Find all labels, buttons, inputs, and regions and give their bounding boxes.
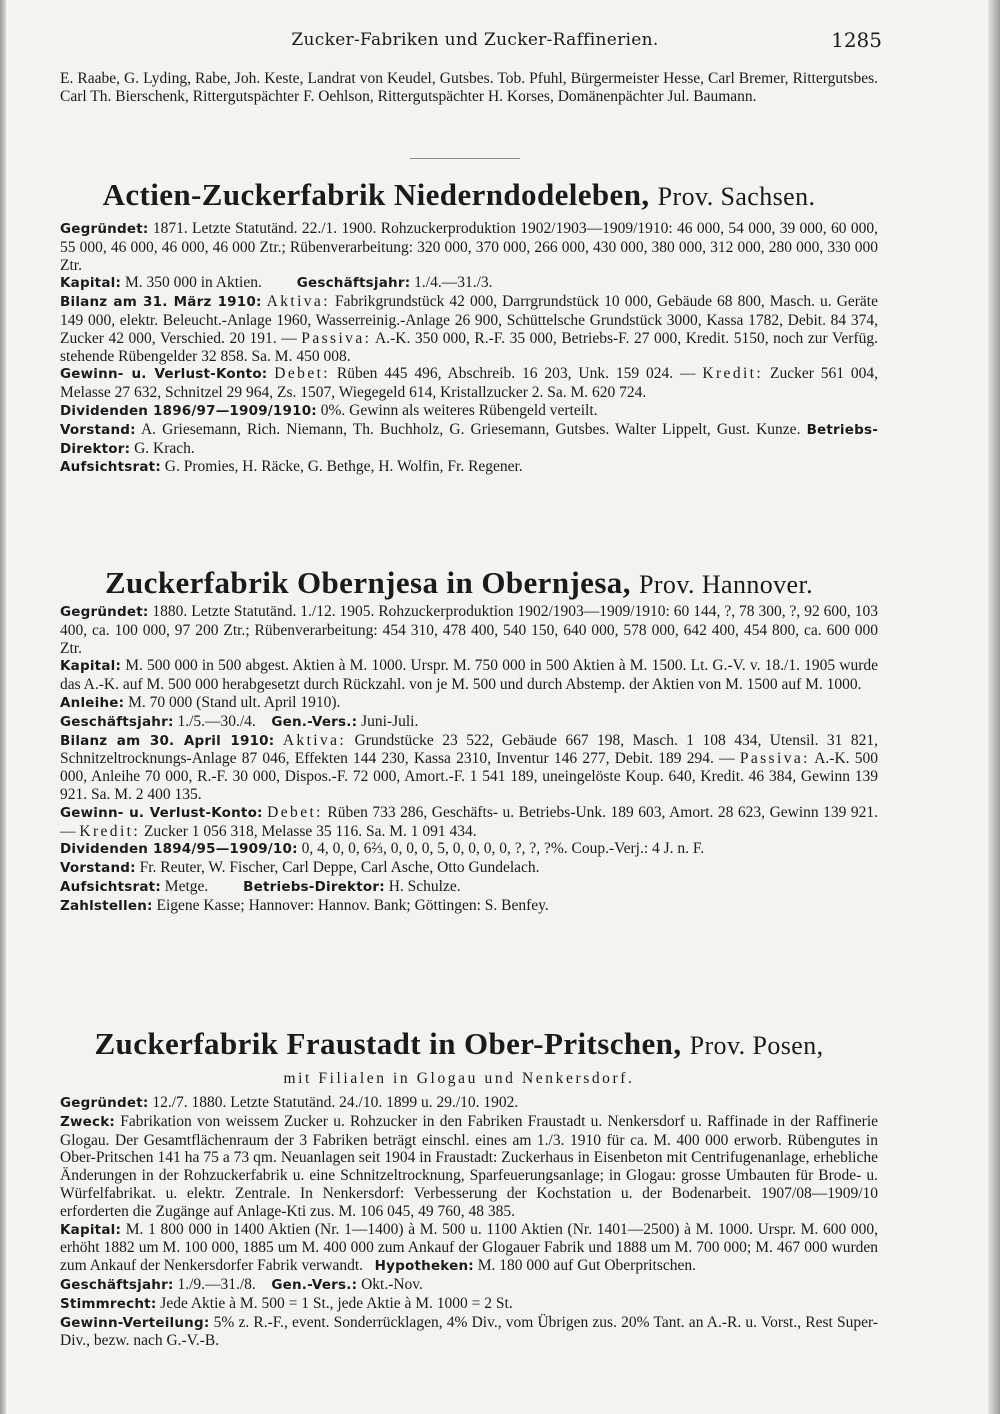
- supervisory-text: G. Promies, H. Räcke, G. Bethge, H. Wolfin, Fr. Regener.: [164, 458, 523, 476]
- supervisory-label: Aufsichtsrat:: [60, 878, 161, 895]
- debit-word: Debet:: [274, 365, 331, 383]
- voting-text: Jede Aktie à M. 500 = 1 St., jede Aktie à M. 1000 = 2 St.: [160, 1294, 513, 1312]
- loan-label: Anleihe:: [60, 694, 125, 711]
- mortgages-text: M. 180 000 auf Gut Oberpritschen.: [477, 1257, 697, 1275]
- general-meeting-label: Gen.-Vers.:: [271, 713, 358, 730]
- capital-entry: [60, 1221, 878, 1276]
- capital-entry: [60, 274, 878, 293]
- supervisory-entry: [60, 458, 878, 477]
- voting-label: Stimmrecht:: [60, 1295, 157, 1312]
- dividends-text: 0, 4, 0, 0, 6⅔, 0, 0, 0, 5, 0, 0, 0, 0, ?, ?, ?%. Coup.-Verj.: 4 J. n. F.: [301, 840, 705, 858]
- founded-entry: [60, 220, 878, 274]
- balance-text-2: A.-K. 350 000, R.-F. 35 000, Betriebs-F. 27 000, Kredit. 5150, noch zur Verfüg. stehende Rübengelder 32 858. Sa. M. 450 008.: [60, 329, 878, 365]
- profit-loss-entry: [60, 804, 878, 841]
- founded-entry: [60, 1094, 878, 1113]
- supervisory-entry: [60, 878, 878, 897]
- board-text: Fr. Reuter, W. Fischer, Carl Deppe, Carl Asche, Otto Gundelach.: [139, 859, 540, 877]
- balance-entry: [60, 293, 878, 365]
- intro-text: E. Raabe, G. Lyding, Rabe, Joh. Keste, Landrat von Keudel, Gutsbes. Tob. Pfuhl, Bürgermeister Hesse, Carl Bremer, Rittergutsbes. Carl Th. Bierschenk, Rittergutspächter F. Oehlson, Rittergutspächter H. Korses, Domänenpächter Jul. Baumann.: [60, 70, 878, 105]
- paying-agents-text: Eigene Kasse; Hannover: Hannov. Bank; Göttingen: S. Benfey.: [156, 896, 549, 914]
- company-province: Prov. Posen,: [689, 1031, 824, 1060]
- debit-word: Debet:: [267, 803, 323, 821]
- capital-text: M. 350 000 in Aktien.: [124, 274, 262, 292]
- profit-loss-text: Rüben 445 496, Abschreib. 16 203, Unk. 159 024. —: [336, 365, 696, 383]
- founded-label: Gegründet:: [60, 604, 149, 620]
- general-meeting-label: Gen.-Vers.:: [271, 1276, 358, 1293]
- capital-text: M. 500 000 in 500 abgest. Aktien à M. 1000. Urspr. M. 750 000 in 500 Aktien à M. 1500. Lt. G.-V. v. 18./1. 1905 wurde das A.-K. auf M. 500 000 herabgesetzt durch Rückzahl. von je M. 500 und durch Abstemp. der Aktien von M. 1500 auf M. 1000.: [60, 657, 878, 694]
- dividends-entry: [60, 840, 878, 859]
- section-3-subtitle: mit Filialen in Glogau und Nenkersdorf.: [283, 1070, 635, 1087]
- paying-agents-entry: [60, 897, 878, 916]
- profit-loss-text-2: Zucker 561 004, Melasse 27 632, Schnitzel 29 964, Zs. 1507, Wiegegeld 614, Kristallzucker 2. Sa. M. 620 724.: [60, 365, 879, 402]
- fiscal-year-text: 1./4.—31./3.: [414, 274, 493, 292]
- company-name: Zuckerfabrik Fraustadt in Ober-Pritschen,: [94, 1026, 682, 1061]
- founded-label: Gegründet:: [60, 221, 149, 237]
- board-label: Vorstand:: [60, 421, 136, 438]
- page-right-edge: [988, 0, 1000, 1414]
- balance-entry: [60, 732, 878, 804]
- profit-distribution-text: 5% z. R.-F., event. Sonderrücklagen, 4% Div., vom Übrigen zus. 20% Tant. an A.-R. u. Vorst., Rest Super-Div., bezw. nach G.-V.-B.: [60, 1313, 878, 1350]
- company-name: Actien-Zuckerfabrik Niederndodeleben,: [102, 177, 650, 212]
- voting-entry: [60, 1295, 878, 1314]
- founded-text: 1880. Letzte Statutänd. 1./12. 1905. Rohzuckerproduktion 1902/1903—1909/1910: 60 144, ?, 78 300, ?, 92 600, 103 400, ca. 100 000, 97 200 Ztr.; Rübenverarbeitung: 454 310, 478 400, 540 150, 640 000, 578 000, 642 400, 454 800, ca. 600 000 Ztr.: [60, 603, 879, 657]
- director-label: Betriebs-Direktor:: [60, 421, 879, 457]
- general-meeting-text: Okt.-Nov.: [361, 1275, 423, 1293]
- company-province: Prov. Sachsen.: [657, 182, 816, 211]
- liabilities-word: Passiva:: [739, 750, 810, 768]
- loan-entry: [60, 694, 878, 713]
- profit-loss-text: Rüben 733 286, Geschäfts- u. Betriebs-Unk. 189 603, Amort. 28 623, Gewinn 139 921. —: [60, 803, 879, 840]
- purpose-entry: [60, 1113, 878, 1221]
- section-3-title: [40, 1026, 878, 1062]
- section-2-body: [60, 603, 878, 916]
- section-2-title: [40, 565, 878, 601]
- page-number: 1285: [831, 28, 882, 52]
- divider: [410, 158, 520, 159]
- founded-label: Gegründet:: [60, 1095, 149, 1111]
- profit-distribution-entry: [60, 1314, 878, 1351]
- intro-paragraph: [60, 70, 878, 106]
- balance-text-2: A.-K. 500 000, Anleihe 70 000, R.-F. 30 000, Dispos.-F. 72 000, Amort.-F. 1 541 189, uneingelöste Koup. 640, Kredit. 46 384, Gewinn 139 921. Sa. M. 2 400 135.: [60, 750, 878, 803]
- credit-word: Kredit:: [79, 822, 141, 840]
- credit-word: Kredit:: [702, 365, 764, 383]
- fiscal-year-entry: [60, 713, 878, 732]
- balance-label: Bilanz am 31. März 1910:: [60, 294, 262, 311]
- loan-text: M. 70 000 (Stand ult. April 1910).: [128, 693, 341, 711]
- profit-loss-text-2: Zucker 1 056 318, Melasse 35 116. Sa. M. 1 091 434.: [143, 822, 477, 840]
- running-title: Zucker-Fabriken und Zucker-Raffinerien.: [291, 30, 659, 50]
- director-text: H. Schulze.: [388, 877, 461, 895]
- capital-entry: [60, 657, 878, 694]
- dividends-label: Dividenden 1896/97—1909/1910:: [60, 402, 317, 419]
- fiscal-year-text: 1./9.—31./8.: [177, 1275, 256, 1293]
- profit-distribution-label: Gewinn-Verteilung:: [60, 1314, 210, 1331]
- director-label: Betriebs-Direktor:: [243, 878, 385, 895]
- profit-loss-entry: [60, 365, 878, 402]
- mortgages-label: Hypotheken:: [374, 1258, 474, 1275]
- company-province: Prov. Hannover.: [639, 570, 814, 599]
- founded-entry: [60, 603, 878, 657]
- liabilities-word: Passiva:: [301, 329, 372, 347]
- profit-loss-label: Gewinn- u. Verlust-Konto:: [60, 366, 268, 383]
- page-left-edge: [0, 0, 6, 1414]
- fiscal-year-label: Geschäftsjahr:: [60, 713, 174, 730]
- capital-text: M. 1 800 000 in 1400 Aktien (Nr. 1—1400) à M. 500 u. 1100 Aktien (Nr. 1401—2500) à M. 1000. Urspr. M. 600 000, erhöht 1882 um M. 100 000, 1885 um M. 400 000 zum Ankauf der Glogauer Fabrik und 1888 um M. 700 000; M. 467 000 wurden zum Ankauf der Nenkersdorfer Fabrik verwandt.: [60, 1220, 879, 1275]
- balance-text: Fabrikgrundstück 42 000, Darrgrundstück 10 000, Gebäude 68 800, Masch. u. Geräte 149 000, elektr. Beleucht.-Anlage 1960, Wasserreinig.-Anlage 26 900, Schüttelsche Grundstück 3000, Kassa 1782, Debit. 84 374, Zucker 42 000, Verschied. 20 191. —: [60, 293, 878, 347]
- board-entry: [60, 859, 878, 878]
- profit-loss-label: Gewinn- u. Verlust-Konto:: [60, 804, 263, 821]
- supervisory-text: Metge.: [164, 877, 209, 895]
- assets-word: Aktiva:: [282, 731, 347, 749]
- capital-label: Kapital:: [60, 275, 122, 292]
- section-3-body: [60, 1094, 878, 1350]
- founded-text: 12./7. 1880. Letzte Statutänd. 24./10. 1899 u. 29./10. 1902.: [152, 1094, 519, 1111]
- founded-text: 1871. Letzte Statutänd. 22./1. 1900. Rohzuckerproduktion 1902/1903—1909/1910: 46 000, 54 000, 39 000, 60 000, 55 000, 46 000, 46 000, 46 000 Ztr.; Rübenverarbeitung: 320 000, 370 000, 266 000, 430 000, 380 000, 312 000, 280 000, 330 000 Ztr.: [60, 220, 878, 274]
- fiscal-year-entry: [60, 1276, 878, 1295]
- board-label: Vorstand:: [60, 860, 136, 877]
- general-meeting-text: Juni-Juli.: [361, 712, 419, 730]
- board-text: A. Griesemann, Rich. Niemann, Th. Buchholz, G. Griesemann, Gutsbes. Walter Lippelt, Gust. Kunze.: [140, 420, 801, 438]
- director-text: G. Krach.: [134, 439, 195, 457]
- dividends-text: 0%. Gewinn als weiteres Rübengeld verteilt.: [320, 401, 598, 419]
- capital-label: Kapital:: [60, 658, 122, 675]
- fiscal-year-text: 1./5.—30./4.: [177, 712, 256, 730]
- company-name: Zuckerfabrik Obernjesa in Obernjesa,: [104, 565, 631, 600]
- purpose-label: Zweck:: [60, 1113, 115, 1130]
- section-1-body: [60, 220, 878, 477]
- fiscal-year-label: Geschäftsjahr:: [296, 275, 411, 292]
- capital-label: Kapital:: [60, 1221, 122, 1238]
- assets-word: Aktiva:: [266, 293, 330, 311]
- fiscal-year-label: Geschäftsjahr:: [60, 1276, 174, 1293]
- balance-label: Bilanz am 30. April 1910:: [60, 732, 275, 749]
- board-entry: [60, 421, 878, 459]
- purpose-text: Fabrikation von weissem Zucker u. Rohzucker in den Fabriken Fraustadt u. Nenkersdorf u. Raffinade in der Raffinerie Glogau. Der Gesamtflächenraum der 3 Fabriken beträgt einschl. eines am 1./3. 1910 für ca. M. 400 000 erworb. Rübengutes in Ober-Pritschen 141 ha 75 a 73 qm. Neuanlagen seit 1904 in Fraustadt: Zuckerhaus in Eisenbeton mit Centrifugenanlage, erhebliche Änderungen in der Rohzuckerfabrik u. eine Schnitzeltrocknung, Sparfeuerungsanlage; in Glogau: grosse Umbauten für Brode- u. Würfelfabrikat. u. elektr. Zentrale. In Nenkersdorf: Verbesserung der Kochstation u. der Bodenarbeit. 1907/08—1909/10 erforderten die Zugänge auf Anlage-Kti zus. M. 106 045, 49 760, 48 385.: [60, 1112, 879, 1220]
- paying-agents-label: Zahlstellen:: [60, 897, 153, 914]
- balance-text: Grundstücke 23 522, Gebäude 667 198, Masch. 1 108 434, Utensil. 31 821, Schnitzeltrocknungs-Anlage 87 046, Effekten 144 230, Kassa 2310, Inventur 146 277, Debit. 189 294. —: [60, 731, 879, 768]
- section-1-title: [40, 177, 878, 213]
- dividends-entry: [60, 402, 878, 421]
- supervisory-label: Aufsichtsrat:: [60, 459, 161, 476]
- dividends-label: Dividenden 1894/95—1909/10:: [60, 841, 298, 858]
